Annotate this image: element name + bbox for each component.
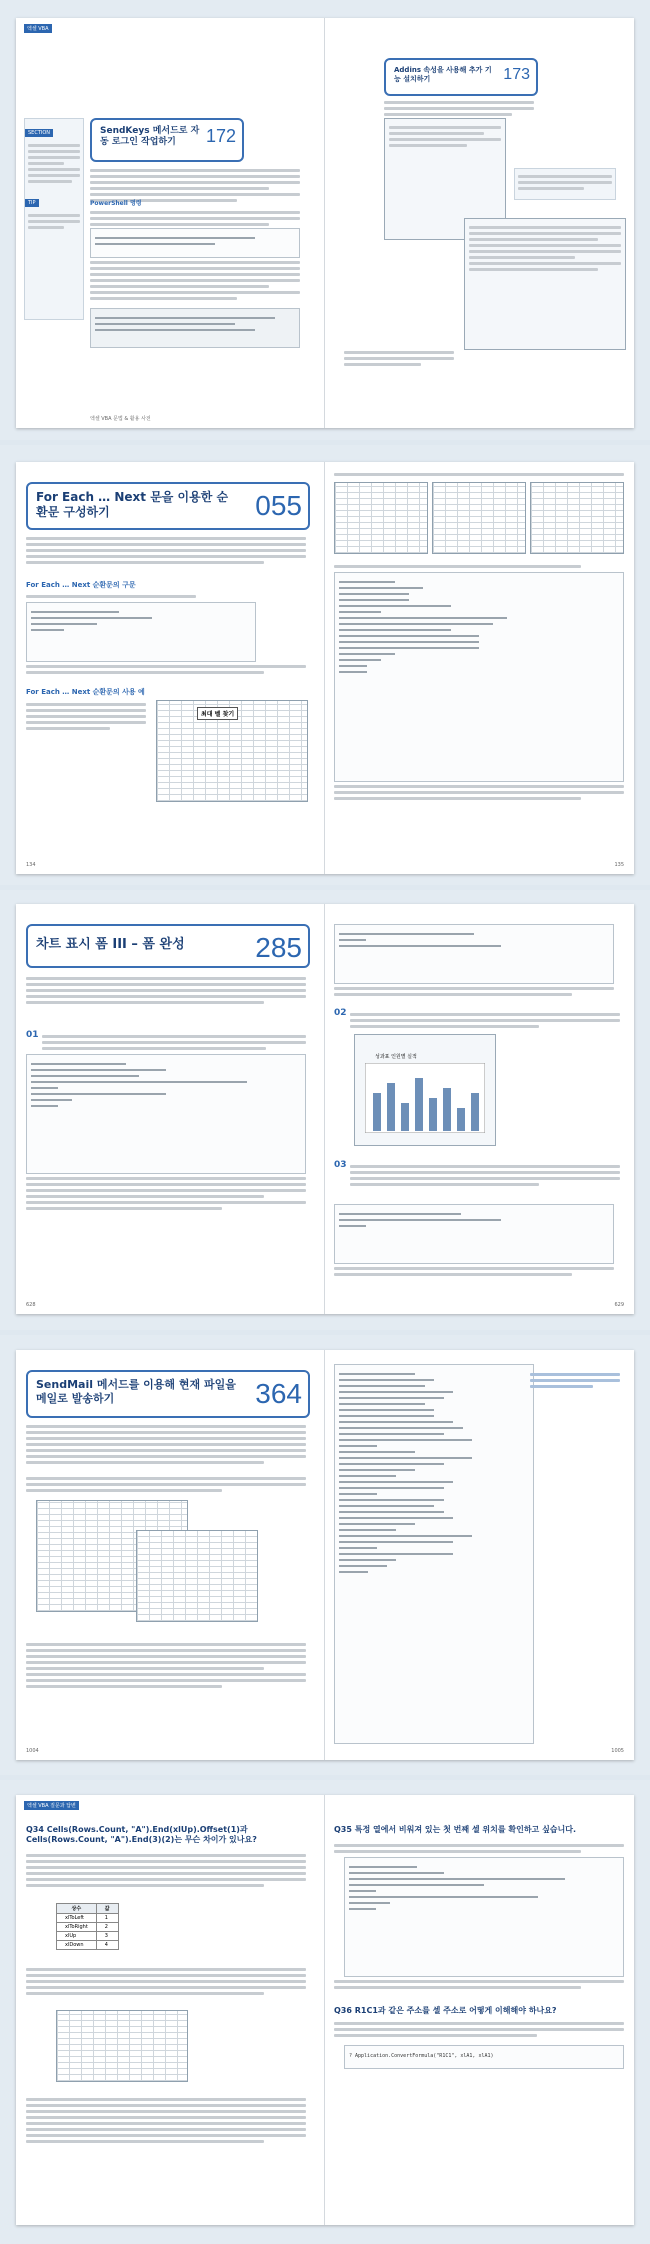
left-page <box>16 1795 316 2225</box>
body-text-2 <box>90 208 300 229</box>
sheet-shot-1 <box>334 482 428 554</box>
page-footer: 629 <box>614 1302 624 1308</box>
sheet-shot-2 <box>432 482 526 554</box>
left-page <box>16 904 316 1314</box>
section-number: 364 <box>255 1378 302 1409</box>
section-title-text: For Each … Next 문을 이용한 순환문 구성하기 <box>36 490 229 519</box>
section-title-right <box>384 58 538 96</box>
step-text <box>42 1032 306 1053</box>
page-footer: 1005 <box>611 1748 624 1754</box>
header-tag: 엑셀 VBA 질문과 답변 <box>24 1801 79 1810</box>
body-text <box>334 470 624 479</box>
bullet-notes <box>334 782 624 803</box>
bullet-notes <box>334 984 614 999</box>
table-header: 값 <box>96 1904 118 1914</box>
body-text-3 <box>90 258 300 303</box>
question-35: Q35 특정 열에서 비워져 있는 첫 번째 셀 위치를 확인하고 싶습니다. <box>334 1825 577 1834</box>
section-number: 173 <box>503 66 530 83</box>
callout-box <box>514 168 616 200</box>
page-footer: 엑셀 VBA 문법 & 활용 사전 <box>90 416 151 422</box>
page-footer: 628 <box>26 1302 36 1308</box>
table-row <box>57 1941 119 1950</box>
page-footer: 135 <box>614 862 624 868</box>
right-page <box>334 1795 634 2225</box>
page-spread-5 <box>16 1795 634 2225</box>
table-cell: xlToLeft <box>57 1914 97 1923</box>
heading-example: For Each … Next 순환문의 사용 예 <box>26 688 145 696</box>
table-cell: 4 <box>96 1941 118 1950</box>
table-cell: xlToRight <box>57 1923 97 1932</box>
right-page <box>334 18 634 428</box>
table-title: 최대 벨 찾기 <box>197 707 238 720</box>
answer-35-text <box>334 1841 624 1856</box>
section-title-text: Addins 속성을 사용해 추가 기능 설치하기 <box>394 66 492 83</box>
table-cell: xlUp <box>57 1932 97 1941</box>
header-tag: 엑셀 VBA <box>24 24 52 33</box>
heading-syntax: For Each … Next 순환문의 구문 <box>26 581 136 589</box>
code-block-2 <box>90 308 300 348</box>
code-q36: ? Application.ConvertFormula("R1C1", xlA1, xlA1) <box>344 2045 624 2069</box>
section-title <box>26 924 310 968</box>
code-block <box>334 1364 534 1744</box>
table-row <box>57 1923 119 1932</box>
step-text <box>350 1162 620 1189</box>
section-number: 055 <box>255 490 302 521</box>
spreadsheet-screenshot-2 <box>136 1530 258 1622</box>
section-title-text: SendKeys 메서드로 자동 로그인 작업하기 <box>100 126 200 147</box>
body-text-2 <box>26 592 226 601</box>
body-text <box>26 1422 306 1467</box>
table-row <box>57 1932 119 1941</box>
page-footer: 134 <box>26 862 36 868</box>
constants-table <box>56 1903 119 1950</box>
side-tag: SECTION <box>25 129 53 137</box>
body-text <box>384 98 534 119</box>
code-block <box>334 572 624 782</box>
section-number: 285 <box>255 932 302 963</box>
bullet-notes <box>26 1174 306 1213</box>
tip-note <box>344 348 454 369</box>
code-block <box>90 228 300 258</box>
left-page <box>16 1350 316 1760</box>
chart-form-screenshot <box>354 1034 496 1146</box>
right-page <box>334 462 634 874</box>
body-text-2 <box>334 562 624 571</box>
table-header: 상수 <box>57 1904 97 1914</box>
answer-34-text-2 <box>26 1965 306 1998</box>
code-block <box>334 924 614 984</box>
sheet-illustration <box>56 2010 188 2082</box>
spreadsheet-screenshot <box>156 700 308 802</box>
page-spread-1 <box>16 18 634 428</box>
right-page <box>334 904 634 1314</box>
step-number: 02 <box>334 1008 347 1018</box>
page-footer: 1004 <box>26 1748 39 1754</box>
side-tag-tip: TIP <box>25 199 39 207</box>
table-cell: 1 <box>96 1914 118 1923</box>
body-text <box>26 534 306 567</box>
page-spread-2 <box>16 462 634 874</box>
code-block <box>344 1857 624 1977</box>
body-text-3 <box>26 1640 306 1691</box>
body-text <box>26 974 306 1007</box>
sheet-shot-3 <box>530 482 624 554</box>
left-page <box>16 18 316 428</box>
table-cell: xlDown <box>57 1941 97 1950</box>
section-number: 172 <box>205 126 236 146</box>
code-block <box>26 1054 306 1174</box>
table-row <box>57 1914 119 1923</box>
screenshot-options <box>464 218 626 350</box>
left-page <box>16 462 316 874</box>
table-cell: 2 <box>96 1923 118 1932</box>
code-block-2 <box>334 1204 614 1264</box>
right-page <box>334 1350 634 1760</box>
section-title <box>26 482 310 530</box>
step-number: 01 <box>26 1030 39 1040</box>
answer-36-text <box>334 2019 624 2040</box>
question-34: Q34 Cells(Rows.Count, "A").End(xlUp).Offset(1)과 Cells(Rows.Count, "A").End(3)(2)는 무슨 차이가 있나요? <box>26 1825 257 1844</box>
section-title <box>90 118 244 162</box>
answer-34-text-3 <box>26 2095 306 2146</box>
bullet-notes <box>26 662 306 677</box>
table-cell: 3 <box>96 1932 118 1941</box>
chart-caption: 성과표 인원별 실적 <box>375 1054 417 1060</box>
section-title-text: 차트 표시 폼 III – 폼 완성 <box>36 937 185 952</box>
sub-heading: PowerShell 명령 <box>90 200 142 207</box>
bullet-notes-2 <box>334 1264 614 1279</box>
bar-chart-icon <box>365 1063 485 1133</box>
page-spread-3 <box>16 904 634 1314</box>
question-36: Q36 R1C1과 같은 주소를 셀 주소로 어떻게 이해해야 하나요? <box>334 2006 557 2015</box>
section-title-text: SendMail 메서드를 이용해 현재 파일을 메일로 발송하기 <box>36 1378 236 1405</box>
step-number: 03 <box>334 1160 347 1170</box>
section-title <box>26 1370 310 1418</box>
page-spread-4 <box>16 1350 634 1760</box>
side-note <box>24 118 84 320</box>
body-text-3 <box>26 700 146 733</box>
code-block <box>26 602 256 662</box>
annotation-column <box>530 1370 620 1391</box>
answer-34-text <box>26 1851 306 1890</box>
bullet-notes <box>334 1977 624 1992</box>
body-text-2 <box>26 1474 306 1495</box>
step-text <box>350 1010 620 1031</box>
